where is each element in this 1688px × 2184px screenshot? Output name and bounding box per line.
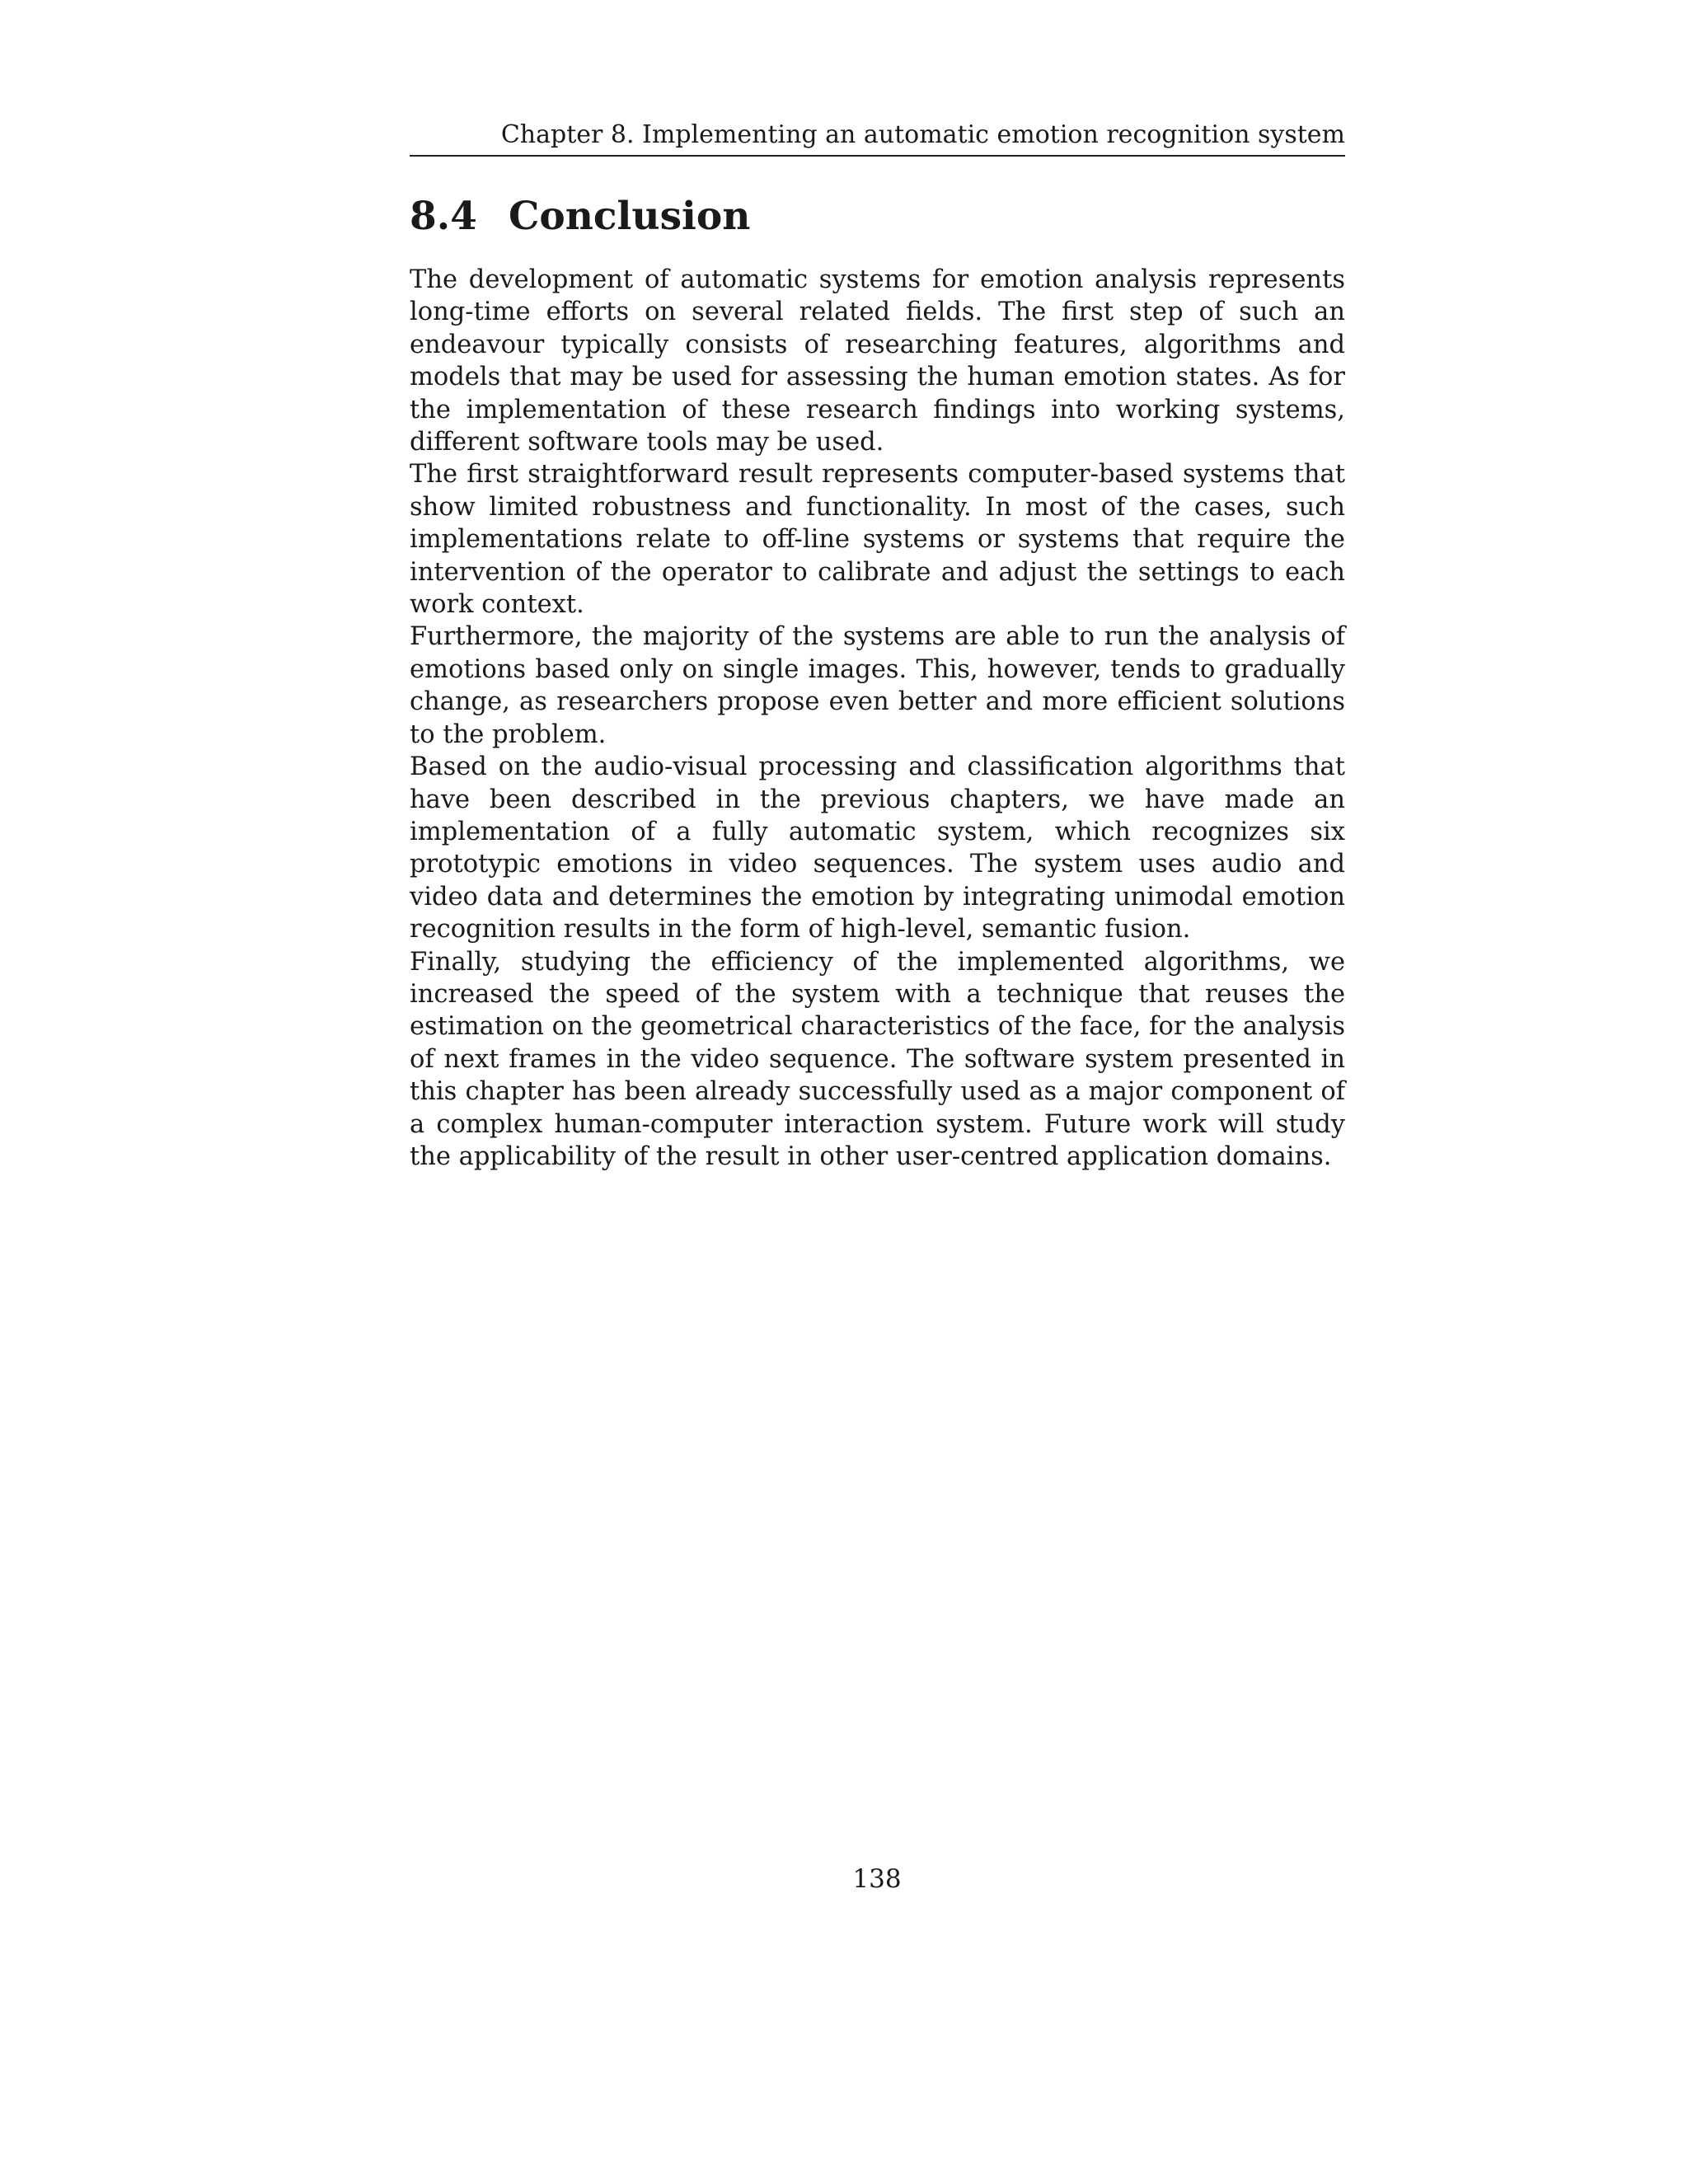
running-header: Chapter 8. Implementing an automatic emotion recognition system (410, 120, 1345, 157)
paragraph: The first straightforward result represents computer-based systems that show limited robustness and functionality. In most of the cases, such implementations relate to off-line systems or systems that require the intervention of the operator to calibrate and adjust the settings to each work context. (410, 460, 1345, 620)
section-title: Conclusion (509, 194, 751, 239)
section-heading (410, 194, 750, 240)
body-text (410, 264, 1345, 1173)
paragraph: Finally, studying the efficiency of the implemented algorithms, we increased the speed of the system with a technique that reuses the estimation on the geometrical characteristics of the face, for the analysis of next frames in the video sequence. The software system presented in this chapter has been already successfully used as a major component of a complex human-computer interaction system. Future work will study the applicability of the result in other user-centred application domains. (410, 947, 1345, 1171)
section-number: 8.4 (410, 194, 477, 239)
paragraph: Furthermore, the majority of the systems are able to run the analysis of emotions based only on single images. This, however, tends to gradually change, as researchers propose even better and more efficient solutions to the problem. (410, 622, 1345, 749)
paragraph: The development of automatic systems for emotion analysis represents long-time efforts on several related fields. The first step of such an endeavour typically consists of researching features, algorithms and models that may be used for assessing the human emotion states. As for the implementation of these research findings into working systems, different software tools may be used. (410, 265, 1345, 457)
paragraph: Based on the audio-visual processing and classification algorithms that have been described in the previous chapters, we have made an implementation of a fully automatic system, which recognizes six prototypic emotions in video sequences. The system uses audio and video data and determines the emotion by integrating unimodal emotion recognition results in the form of high-level, semantic fusion. (410, 752, 1345, 944)
page-number: 138 (852, 1864, 902, 1894)
